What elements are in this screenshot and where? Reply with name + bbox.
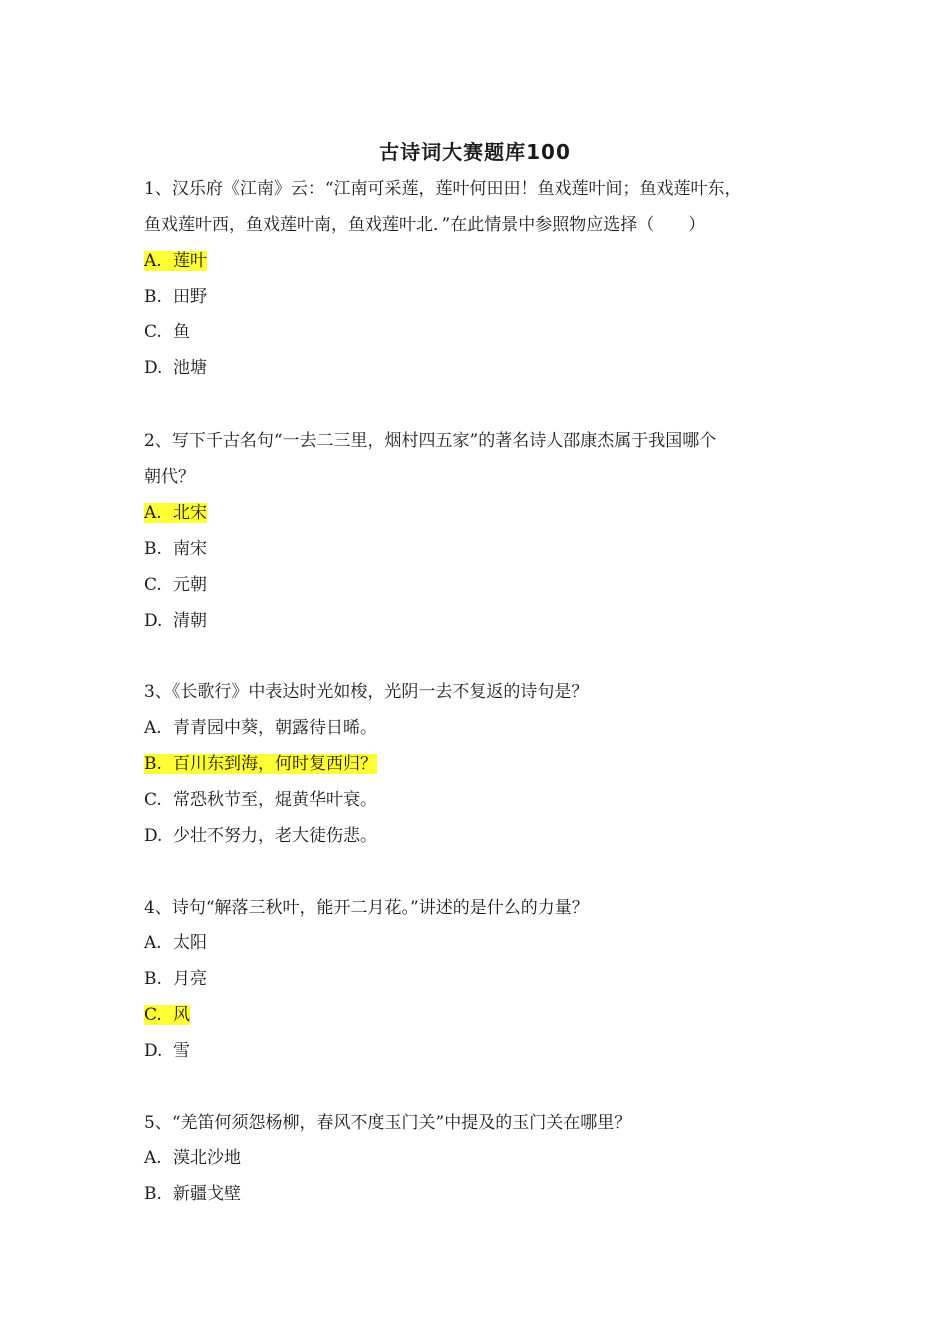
option-text: 太阳 — [173, 933, 207, 953]
option-text: 风 — [173, 1005, 190, 1025]
option-text: 元朝 — [173, 575, 207, 595]
question-4-option-c — [144, 1003, 190, 1027]
option-text: 鱼 — [173, 322, 190, 342]
option-letter: A. — [144, 251, 162, 271]
option-letter: D. — [144, 358, 163, 378]
option-letter: C. — [144, 322, 162, 342]
question-2-line-2: 朝代？ — [144, 467, 195, 487]
option-letter: A. — [144, 503, 162, 523]
option-text: 北宋 — [173, 503, 207, 523]
option-letter: B. — [144, 1184, 162, 1204]
option-letter: B. — [144, 287, 162, 307]
option-letter: D. — [144, 611, 163, 631]
option-text: 新疆戈壁 — [173, 1184, 241, 1204]
option-text: 月亮 — [173, 969, 207, 989]
option-letter: A. — [144, 933, 162, 953]
option-letter: A. — [144, 1148, 162, 1168]
option-text: 百川东到海，何时复西归？ — [173, 754, 377, 774]
option-letter: C. — [144, 575, 162, 595]
option-text: 南宋 — [173, 539, 207, 559]
option-letter: C. — [144, 790, 162, 810]
option-text: 雪 — [173, 1041, 190, 1061]
option-letter: B. — [144, 754, 162, 774]
question-2-option-b — [144, 537, 207, 561]
question-2-option-c — [144, 573, 207, 597]
question-1-line-2: 鱼戏莲叶西，鱼戏莲叶南，鱼戏莲叶北．”在此情景中参照物应选择（ ） — [144, 215, 706, 235]
question-3-option-d — [144, 824, 377, 848]
question-5-option-a — [144, 1146, 241, 1170]
question-5-option-b — [144, 1182, 241, 1206]
question-4-option-d — [144, 1039, 190, 1063]
question-2-option-a — [144, 501, 207, 525]
question-3-line-1: 3、《长歌行》中表达时光如梭，光阴一去不复返的诗句是？ — [144, 682, 589, 702]
page-title: 古诗词大赛题库100 — [379, 140, 571, 164]
question-1-line-1: 1、汉乐府《江南》云：“江南可采莲，莲叶何田田！鱼戏莲叶间；鱼戏莲叶东， — [144, 179, 742, 199]
option-text: 漠北沙地 — [173, 1148, 241, 1168]
option-letter: C. — [144, 1005, 162, 1025]
question-3-option-b — [144, 752, 377, 776]
question-3-option-c — [144, 788, 377, 812]
option-text: 少壮不努力，老大徒伤悲。 — [173, 826, 377, 846]
question-5-line-1: 5、“羌笛何须怨杨柳，春风不度玉门关”中提及的玉门关在哪里？ — [144, 1113, 632, 1133]
option-text: 池塘 — [173, 358, 207, 378]
question-4-option-b — [144, 967, 207, 991]
option-letter: B. — [144, 539, 162, 559]
question-2-line-1: 2、写下千古名句“一去二三里，烟村四五家”的著名诗人邵康杰属于我国哪个 — [144, 431, 717, 451]
option-text: 青青园中葵，朝露待日晞。 — [173, 718, 377, 738]
option-letter: D. — [144, 1041, 163, 1061]
option-text: 田野 — [173, 287, 207, 307]
question-2-option-d — [144, 609, 207, 633]
question-4-option-a — [144, 931, 207, 955]
question-3-option-a — [144, 716, 377, 740]
question-1-option-a — [144, 249, 207, 273]
option-letter: A. — [144, 718, 162, 738]
question-1-option-b — [144, 285, 207, 309]
question-1-option-d — [144, 356, 207, 380]
option-letter: B. — [144, 969, 162, 989]
option-text: 莲叶 — [173, 251, 207, 271]
question-1-option-c — [144, 320, 190, 344]
option-text: 常恐秋节至，焜黄华叶衰。 — [173, 790, 377, 810]
option-text: 清朝 — [173, 611, 207, 631]
question-4-line-1: 4、诗句“解落三秋叶，能开二月花。”讲述的是什么的力量？ — [144, 898, 589, 918]
option-letter: D. — [144, 826, 163, 846]
